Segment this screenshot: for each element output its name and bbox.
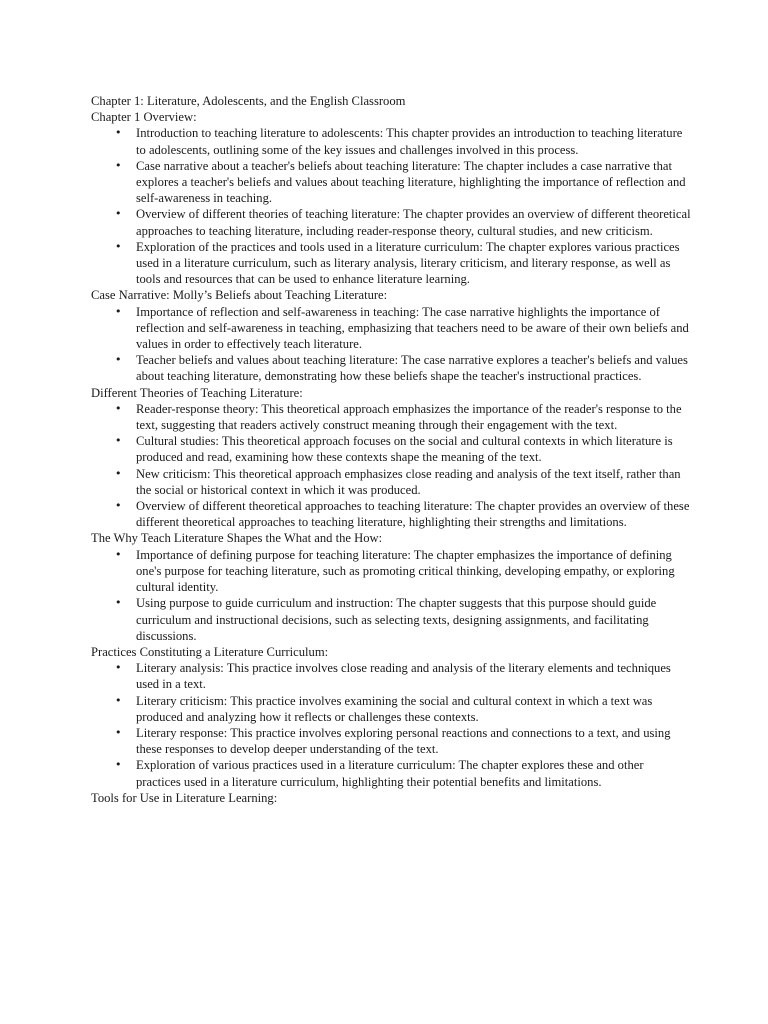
list-item-text: • Using purpose to guide curriculum and instruction: The chapter suggests that this purpose should guide curriculum and instructional decisions, such as selecting texts, designing assignments, and facilitating discussions. [136,596,657,643]
list-item [91,466,691,498]
section-heading: Practices Constituting a Literature Curriculum: [91,644,329,659]
list-item-text: • Cultural studies: This theoretical approach focuses on the social and cultural contexts in which literature is produced and read, examining how these contexts shape the meaning of the text. [136,434,673,465]
list-item-text: • Introduction to teaching literature to adolescents: This chapter provides an introduction to teaching literature to adolescents, outlining some of the key issues and challenges involved in this process. [136,126,683,157]
bullet-list [91,401,691,531]
chapter-title: Chapter 1: Literature, Adolescents, and the English Classroom [91,94,406,108]
list-item [91,693,691,725]
list-item-text: • Literary criticism: This practice involves examining the social and cultural context in which a text was produced and analyzing how it reflects or challenges these contexts. [136,693,653,724]
bullet-list [91,304,691,385]
list-item [91,125,691,157]
bullet-list [91,547,691,644]
list-item [91,757,691,789]
list-item-text: • Exploration of the practices and tools used in a literature curriculum: The chapter explores various practices used in a literature curriculum, such as literary analysis, literary criticism, and literary response, as well as tools and resources that can be used to enhance literature learning. [136,239,680,287]
list-item [91,660,691,692]
bullet-list [91,660,691,790]
section-heading: Chapter 1 Overview: [91,110,197,125]
section-heading: Case Narrative: Molly’s Beliefs about Teaching Literature: [91,288,388,303]
section-heading: The Why Teach Literature Shapes the What and the How: [91,531,383,546]
list-item [91,498,691,530]
document-sections [91,109,691,806]
section-heading: Tools for Use in Literature Learning: [91,790,278,805]
list-item-text: • Exploration of various practices used in a literature curriculum: The chapter explores these and other practices used in a literature curriculum, highlighting their potential benefits and limitations. [136,758,644,789]
list-item-text: • Case narrative about a teacher's beliefs about teaching literature: The chapter includes a case narrative that explores a teacher's beliefs and values about teaching literature, highlighting the importance of reflection and self-awareness in teaching. [136,158,686,206]
document-page [91,93,691,806]
list-item-text: • Overview of different theories of teaching literature: The chapter provides an overview of different theoretical approaches to teaching literature, including reader-response theory, cultural studies, and new criticism. [136,207,691,238]
list-item [91,158,691,207]
list-item-text: • Teacher beliefs and values about teaching literature: The case narrative explores a teacher's beliefs and values about teaching literature, demonstrating how these beliefs shape the teacher's instructional practices. [136,353,688,384]
list-item-text: • Literary response: This practice involves exploring personal reactions and connections to a text, and using these responses to develop deeper understanding of the text. [136,725,671,757]
list-item [91,206,691,238]
list-item [91,239,691,288]
list-item-text: • Literary analysis: This practice involves close reading and analysis of the literary elements and techniques used in a text. [136,661,671,692]
list-item [91,595,691,644]
list-item [91,304,691,353]
list-item-text: • New criticism: This theoretical approach emphasizes close reading and analysis of the text itself, rather than the social or historical context in which it was produced. [136,466,681,497]
list-item-text: • Reader-response theory: This theoretical approach emphasizes the importance of the reader's response to the text, suggesting that readers actively construct meaning through their engagement with the text. [136,401,682,433]
list-item [91,401,691,433]
list-item [91,725,691,757]
list-item-text: • Importance of defining purpose for teaching literature: The chapter emphasizes the importance of defining one's purpose for teaching literature, such as promoting critical thinking, developing empathy, or exploring cultural identity. [136,547,675,595]
list-item-text: • Overview of different theoretical approaches to teaching literature: The chapter provides an overview of these different theoretical approaches to teaching literature, highlighting their strengths and limitations. [136,499,690,530]
list-item [91,433,691,465]
list-item [91,352,691,384]
list-item [91,547,691,596]
list-item-text: • Importance of reflection and self-awareness in teaching: The case narrative highlights the importance of reflection and self-awareness in teaching, emphasizing that teachers need to be aware of their own beliefs and values in order to effectively teach literature. [136,304,689,352]
bullet-list [91,125,691,287]
section-heading: Different Theories of Teaching Literature: [91,385,303,400]
